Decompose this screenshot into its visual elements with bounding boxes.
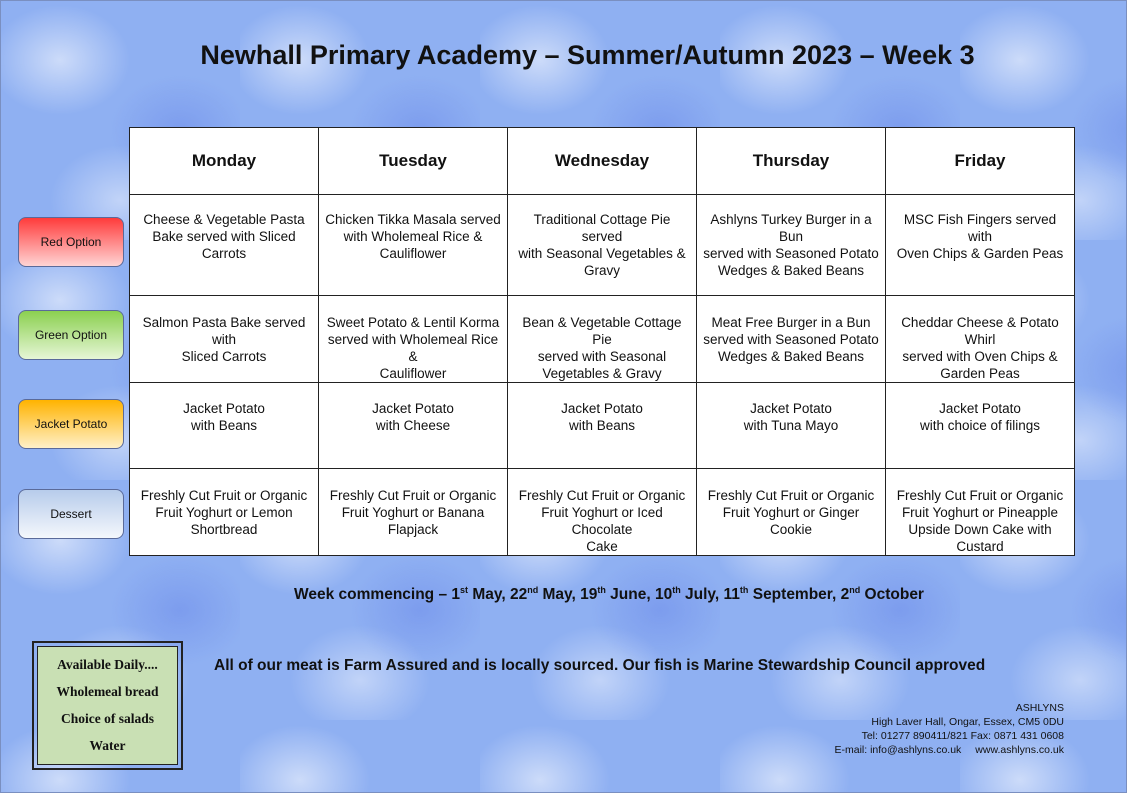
menu-cell: Meat Free Burger in a Bun served with Seasoned Potato Wedges & Baked Beans <box>697 296 886 383</box>
company-email: E-mail: info@ashlyns.co.uk <box>834 744 962 756</box>
week-commencing: Week commencing – 1st May, 22nd May, 19th June, 10th July, 11th September, 2nd October <box>294 585 924 604</box>
company-website: www.ashlyns.co.uk <box>975 744 1064 756</box>
daily-item: Choice of salads <box>60 711 154 727</box>
company-address: High Laver Hall, Ongar, Essex, CM5 0DU <box>871 716 1064 728</box>
day-header-wednesday: Wednesday <box>508 128 697 195</box>
menu-cell: Sweet Potato & Lentil Korma served with Wholemeal Rice & Cauliflower <box>319 296 508 383</box>
menu-cell: MSC Fish Fingers served with Oven Chips & Garden Peas <box>886 195 1075 296</box>
menu-cell: Jacket Potato with Beans <box>130 383 319 469</box>
menu-cell: Jacket Potato with choice of filings <box>886 383 1075 469</box>
menu-cell: Freshly Cut Fruit or Organic Fruit Yoghurt or Ginger Cookie <box>697 469 886 556</box>
day-header-monday: Monday <box>130 128 319 195</box>
dessert-row <box>130 469 1075 556</box>
sourcing-note: All of our meat is Farm Assured and is locally sourced. Our fish is Marine Stewardship Council approved <box>214 657 986 674</box>
menu-cell: Freshly Cut Fruit or Organic Fruit Yoghurt or Lemon Shortbread <box>130 469 319 556</box>
green-option-row <box>130 296 1075 383</box>
contact-block <box>835 701 1065 757</box>
daily-item: Water <box>89 738 126 754</box>
dessert-label: Dessert <box>18 489 124 539</box>
menu-cell: Jacket Potato with Beans <box>508 383 697 469</box>
menu-cell: Traditional Cottage Pie served with Seasonal Vegetables & Gravy <box>508 195 697 296</box>
day-header-friday: Friday <box>886 128 1075 195</box>
day-header-tuesday: Tuesday <box>319 128 508 195</box>
menu-cell: Chicken Tikka Masala served with Wholemeal Rice & Cauliflower <box>319 195 508 296</box>
menu-cell: Ashlyns Turkey Burger in a Bun served with Seasoned Potato Wedges & Baked Beans <box>697 195 886 296</box>
day-header-thursday: Thursday <box>697 128 886 195</box>
menu-cell: Jacket Potato with Tuna Mayo <box>697 383 886 469</box>
menu-cell: Freshly Cut Fruit or Organic Fruit Yoghurt or Iced Chocolate Cake <box>508 469 697 556</box>
jacket-potato-label: Jacket Potato <box>18 399 124 449</box>
menu-cell: Cheese & Vegetable Pasta Bake served with Sliced Carrots <box>130 195 319 296</box>
menu-cell: Bean & Vegetable Cottage Pie served with Seasonal Vegetables & Gravy <box>508 296 697 383</box>
red-option-row <box>130 195 1075 296</box>
red-option-label: Red Option <box>18 217 124 267</box>
menu-cell: Freshly Cut Fruit or Organic Fruit Yoghurt or Banana Flapjack <box>319 469 508 556</box>
menu-cell: Jacket Potato with Cheese <box>319 383 508 469</box>
jacket-potato-row <box>130 383 1075 469</box>
available-daily-box <box>32 641 183 770</box>
company-name: ASHLYNS <box>1015 702 1064 714</box>
page-title: Newhall Primary Academy – Summer/Autumn 2023 – Week 3 <box>200 40 975 70</box>
menu-cell: Freshly Cut Fruit or Organic Fruit Yoghurt or Pineapple Upside Down Cake with Custard <box>886 469 1075 556</box>
daily-item: Wholemeal bread <box>56 683 159 699</box>
menu-cell: Cheddar Cheese & Potato Whirl served with Oven Chips & Garden Peas <box>886 296 1075 383</box>
menu-cell: Salmon Pasta Bake served with Sliced Carrots <box>130 296 319 383</box>
day-header-row <box>130 128 1075 195</box>
green-option-label: Green Option <box>18 310 124 360</box>
menu-table <box>129 127 1075 556</box>
company-phone: Tel: 01277 890411/821 Fax: 0871 431 0608 <box>861 730 1064 742</box>
daily-heading: Available Daily.... <box>57 656 158 672</box>
